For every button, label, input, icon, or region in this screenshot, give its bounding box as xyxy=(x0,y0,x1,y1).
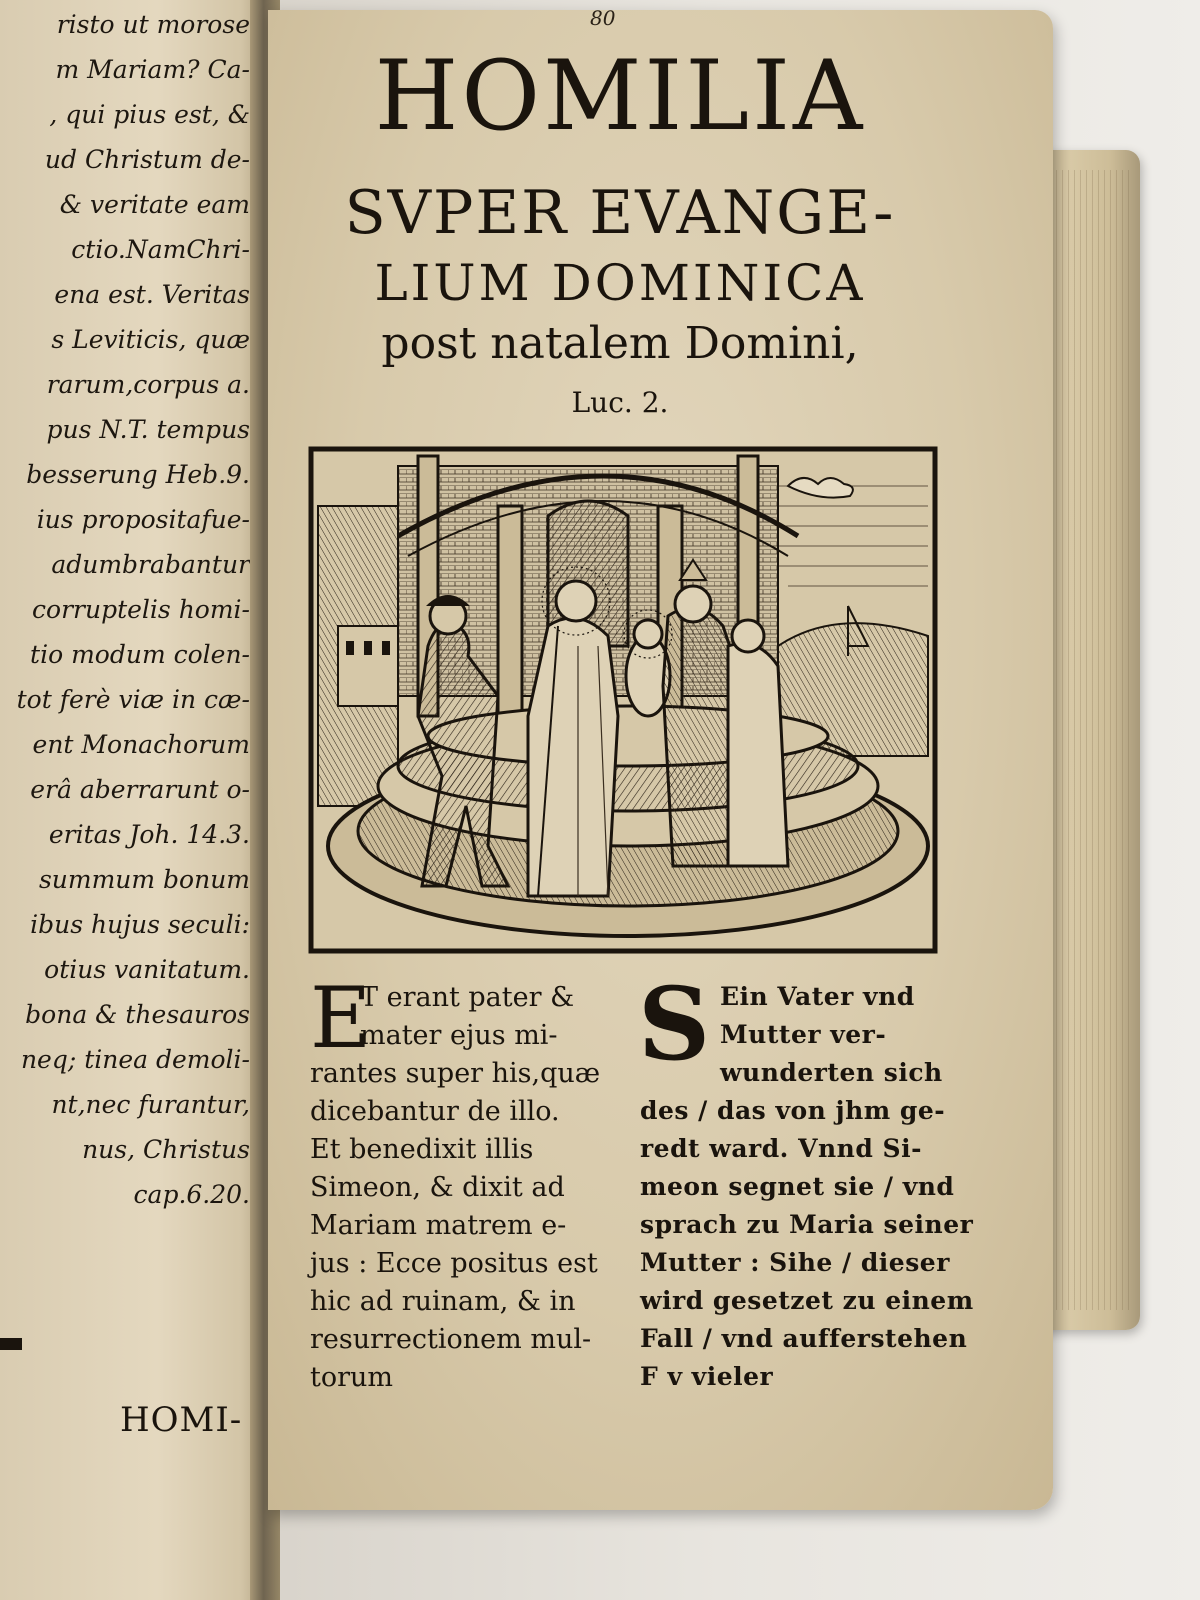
left-page-line: ud Christum de- xyxy=(44,145,250,174)
left-page-line: summum bonum xyxy=(38,865,250,894)
page-title: HOMILIA xyxy=(374,40,866,152)
german-column-line: Ein Vater vnd xyxy=(720,982,915,1011)
german-column-line: meon segnet sie / vnd xyxy=(640,1172,955,1201)
book-edge-pages xyxy=(1050,170,1130,1310)
left-page-line: erâ aberrarunt o- xyxy=(30,775,250,804)
left-page-line: rarum,corpus a. xyxy=(46,370,250,399)
latin-column-line: Simeon, & dixit ad xyxy=(310,1172,565,1203)
left-page-line: ibus hujus seculi: xyxy=(30,910,250,939)
left-page-line: ius propositafue- xyxy=(36,505,250,534)
left-page-line: adumbrabantur xyxy=(51,550,250,579)
latin-column-line: rantes super his,quæ xyxy=(310,1058,601,1089)
german-column-line: des / das von jhm ge- xyxy=(640,1096,946,1125)
left-page-line: , qui pius est, & xyxy=(49,100,250,129)
latin-column-line: Mariam matrem e- xyxy=(310,1210,567,1241)
latin-column-line: resurrectionem mul- xyxy=(310,1324,592,1355)
left-page-line: pus N.T. tempus xyxy=(46,415,250,444)
german-column-line: redt ward. Vnnd Si- xyxy=(640,1134,922,1163)
page-number: 80 xyxy=(590,6,616,30)
left-page-line: tot ferè viæ in cæ- xyxy=(16,685,250,714)
left-page-line: risto ut morose xyxy=(56,10,250,39)
german-column-line: sprach zu Maria seiner xyxy=(640,1210,974,1239)
left-catchword: HOMI- xyxy=(120,1400,243,1440)
german-column-line: Mutter ver- xyxy=(720,1020,887,1049)
subtitle-4: Luc. 2. xyxy=(571,386,669,419)
woodcut-illustration xyxy=(308,446,938,954)
left-page-line: cap.6.20. xyxy=(133,1180,250,1209)
left-page-line: ent Monachorum xyxy=(32,730,250,759)
left-page-line: s Leviticis, quæ xyxy=(51,325,250,354)
left-page-line: bona & thesauros xyxy=(25,1000,250,1029)
subtitle-2: LIUM DOMINICA xyxy=(374,254,866,312)
left-page-line: tio modum colen- xyxy=(30,640,250,669)
latin-column-line: T erant pater & xyxy=(360,982,575,1013)
latin-column-line: torum xyxy=(310,1362,394,1393)
german-column-line: F v vieler xyxy=(640,1362,774,1391)
latin-column-line: jus : Ecce positus est xyxy=(310,1248,598,1279)
left-page-line: otius vanitatum. xyxy=(44,955,250,984)
german-column-line: Mutter : Sihe / dieser xyxy=(640,1248,950,1277)
latin-column-line: hic ad ruinam, & in xyxy=(310,1286,576,1317)
left-page-line: neq; tinea demoli- xyxy=(20,1045,250,1074)
german-column-line: wunderten sich xyxy=(720,1058,943,1087)
latin-column-line: Et benedixit illis xyxy=(310,1134,534,1165)
left-page-line: ena est. Veritas xyxy=(54,280,250,309)
left-page-line: & veritate eam xyxy=(59,190,250,219)
left-page-line: corruptelis homi- xyxy=(32,595,250,624)
latin-column-line: dicebantur de illo. xyxy=(310,1096,560,1127)
latin-dropcap: E xyxy=(310,969,372,1067)
left-page-line: eritas Joh. 14.3. xyxy=(48,820,250,849)
subtitle-1: SVPER EVANGE- xyxy=(344,178,896,248)
subtitle-3: post natalem Domini, xyxy=(381,318,859,369)
german-column-line: wird gesetzet zu einem xyxy=(640,1286,974,1315)
left-page-line: nt,nec furantur, xyxy=(51,1090,250,1119)
left-page-line: nus, Christus xyxy=(82,1135,250,1164)
left-page-line: m Mariam? Ca- xyxy=(55,55,250,84)
left-page-line: besserung Heb.9. xyxy=(26,460,250,489)
left-page-mark xyxy=(0,1338,22,1350)
latin-column-line: mater ejus mi- xyxy=(360,1020,558,1051)
left-page xyxy=(0,0,262,1600)
left-page-line: ctio.NamChri- xyxy=(71,235,250,264)
german-dropcap: S xyxy=(638,965,711,1083)
german-column-line: Fall / vnd aufferstehen xyxy=(640,1324,968,1353)
